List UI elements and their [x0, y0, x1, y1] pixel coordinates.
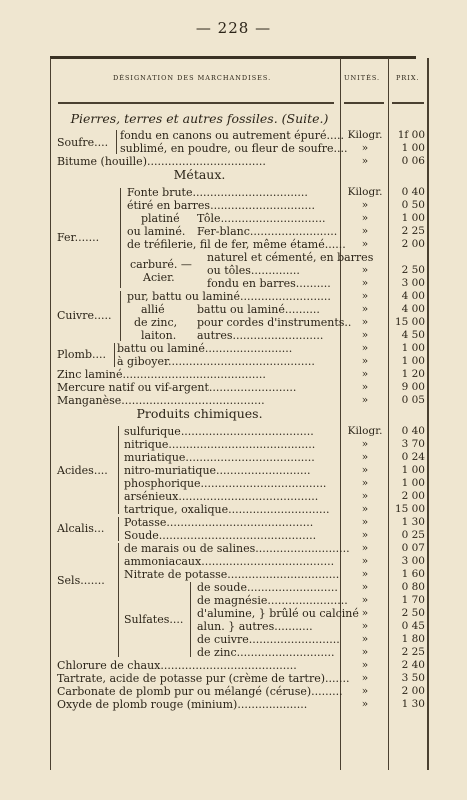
- header-price: PRIX.: [396, 74, 420, 82]
- unit-tartrate: »: [361, 672, 369, 684]
- unit-arsenieux: »: [361, 490, 369, 502]
- row-giboyer: à giboyer..........................................: [117, 355, 315, 368]
- price-sulfate-cuivre: 1 80: [401, 633, 425, 645]
- price-plomb-battu: 1 00: [401, 342, 425, 354]
- unit-soufre-sublime: »: [361, 142, 369, 154]
- price-sulfate-magnesie: 1 70: [401, 594, 425, 606]
- unit-sulfate-zinc: »: [361, 646, 369, 658]
- price-sulfate-soude: 0 80: [401, 581, 425, 593]
- unit-soufre-fondu: Kilogr.: [347, 129, 383, 141]
- unit-trefilerie: »: [361, 238, 369, 250]
- price-sulfurique: 0 40: [401, 425, 425, 437]
- unit-ammoniacaux: »: [361, 555, 369, 567]
- unit-tartrique: »: [361, 503, 369, 515]
- price-chlorure-chaux: 2 40: [401, 659, 425, 671]
- row-naturel-cemente: naturel et cémenté, en barres: [207, 251, 374, 264]
- price-nitrate-potasse: 1 60: [401, 568, 425, 580]
- group-sels: Sels.......: [57, 574, 105, 587]
- unit-muriatique: »: [361, 451, 369, 463]
- row-chlorure-chaux: Chlorure de chaux.......................................: [57, 659, 297, 672]
- unit-fonte-brute: Kilogr.: [347, 186, 383, 198]
- group-acides: Acides....: [57, 464, 108, 477]
- row-soufre-sublime: sublimé, en poudre, ou fleur de soufre....: [120, 142, 348, 155]
- header-designation: DÉSIGNATION DES MARCHANDISES.: [113, 74, 272, 82]
- row-soude: Soude.............................................: [124, 529, 317, 542]
- row-phosphorique: phosphorique....................................: [124, 477, 327, 490]
- price-marais: 0 07: [401, 542, 425, 554]
- row-etire-barres: étiré en barres..............................: [127, 199, 315, 212]
- price-nitrique: 3 70: [401, 438, 425, 450]
- price-acier-fondu: 3 00: [401, 277, 425, 289]
- header-units: UNITÉS.: [344, 74, 381, 82]
- row-marais: de marais ou de salines...........................: [124, 542, 350, 555]
- column-rule-price: [388, 58, 389, 770]
- unit-nitro-muriatique: »: [361, 464, 369, 476]
- row-ou-toles: ou tôles..............: [207, 264, 300, 277]
- unit-plomb-battu: »: [361, 342, 369, 354]
- price-muriatique: 0 24: [401, 451, 425, 463]
- row-tartrique: tartrique, oxalique.............................: [124, 503, 330, 516]
- row-sulfate-soude: de soude..........................: [197, 581, 338, 594]
- row-trefilerie: de tréfilerie, fil de fer, même étamé......: [127, 238, 346, 251]
- row-carbonate-plomb: Carbonate de plomb pur ou mélangé (céruse).........: [57, 685, 343, 698]
- row-sulfate-magnesie: de magnésie.......................: [197, 594, 348, 607]
- header-rule-units: [344, 102, 384, 104]
- brace-sulfates: [190, 582, 191, 657]
- price-cordes: 15 00: [394, 316, 425, 328]
- label-allie: allié: [141, 303, 165, 316]
- page-number: — 228 —: [195, 19, 272, 37]
- label-platine: platiné: [141, 212, 180, 225]
- unit-cordes: »: [361, 316, 369, 328]
- row-cuivre-pur: pur, battu ou laminé..........................: [127, 290, 331, 303]
- price-potasse: 1 30: [401, 516, 425, 528]
- label-carbure: carburé. —: [130, 258, 192, 271]
- row-cordes: pour cordes d'instruments..: [197, 316, 352, 329]
- left-border: [50, 58, 51, 770]
- row-arsenieux: arsénieux........................................: [124, 490, 319, 503]
- unit-etire-barres: »: [361, 199, 369, 211]
- brace-acides: [118, 426, 119, 514]
- unit-alun-autres: »: [361, 620, 369, 632]
- unit-nitrique: »: [361, 438, 369, 450]
- row-zinc-lamine: Zinc laminé.........................................: [57, 368, 266, 381]
- unit-sulfate-cuivre: »: [361, 633, 369, 645]
- brace-soufre: [116, 130, 117, 154]
- unit-sulfate-alumine: »: [361, 607, 369, 619]
- row-muriatique: muriatique.....................................: [124, 451, 315, 464]
- right-border: [427, 58, 429, 770]
- price-giboyer: 1 00: [401, 355, 425, 367]
- brace-alcalis: [118, 517, 119, 541]
- row-fonte-brute: Fonte brute.................................: [127, 186, 308, 199]
- row-sulfurique: sulfurique......................................: [124, 425, 314, 438]
- row-sulfate-alumine: d'alumine, } brûlé ou calciné: [197, 607, 359, 620]
- top-rule: [50, 56, 416, 59]
- unit-acier-fondu: »: [361, 277, 369, 289]
- row-nitrate-potasse: Nitrate de potasse................................: [124, 568, 340, 581]
- brace-sels: [118, 543, 119, 657]
- brace-cuivre: [120, 291, 121, 341]
- row-laiton-autres: autres..........................: [197, 329, 324, 342]
- label-acier: Acier.: [143, 271, 175, 284]
- price-ammoniacaux: 3 00: [401, 555, 425, 567]
- price-mercure: 9 00: [401, 381, 425, 393]
- price-manganese: 0 05: [401, 394, 425, 406]
- section-title-produits-chimiques: Produits chimiques.: [136, 406, 263, 421]
- row-oxyde-plomb: Oxyde de plomb rouge (minium)....................: [57, 698, 308, 711]
- unit-potasse: »: [361, 516, 369, 528]
- unit-sulfurique: Kilogr.: [347, 425, 383, 437]
- row-plomb-battu: battu ou laminé.........................: [117, 342, 293, 355]
- price-sulfate-zinc: 2 25: [401, 646, 425, 658]
- row-bitume: Bitume (houille)..................................: [57, 155, 266, 168]
- unit-soude: »: [361, 529, 369, 541]
- price-soude: 0 25: [401, 529, 425, 541]
- group-fer: Fer.......: [57, 231, 100, 244]
- price-tartrate: 3 50: [401, 672, 425, 684]
- section-title-metaux: Métaux.: [173, 167, 226, 182]
- row-nitro-muriatique: nitro-muriatique...........................: [124, 464, 311, 477]
- row-potasse: Potasse..........................................: [124, 516, 314, 529]
- price-phosphorique: 1 00: [401, 477, 425, 489]
- group-soufre: Soufre....: [57, 136, 109, 149]
- row-tole: Tôle..............................: [197, 212, 326, 225]
- section-title-pierres: Pierres, terres et autres fossiles. (Suite.): [70, 111, 329, 126]
- unit-phosphorique: »: [361, 477, 369, 489]
- brace-plomb: [114, 343, 115, 367]
- label-laiton: laiton.: [141, 329, 177, 342]
- row-nitrique: nitrique..........................................: [124, 438, 316, 451]
- price-etire-barres: 0 50: [401, 199, 425, 211]
- group-cuivre: Cuivre.....: [57, 309, 112, 322]
- unit-carbonate-plomb: »: [361, 685, 369, 697]
- row-manganese: Manganèse.........................................: [57, 394, 265, 407]
- unit-ou-toles: »: [361, 264, 369, 276]
- price-soufre-sublime: 1 00: [401, 142, 425, 154]
- unit-oxyde-plomb: »: [361, 698, 369, 710]
- unit-chlorure-chaux: »: [361, 659, 369, 671]
- header-rule-price: [392, 102, 424, 104]
- row-ammoniacaux: ammoniacaux......................................: [124, 555, 335, 568]
- unit-zinc-lamine: »: [361, 368, 369, 380]
- price-cuivre-pur: 4 00: [401, 290, 425, 302]
- unit-nitrate-potasse: »: [361, 568, 369, 580]
- row-sulfate-cuivre: de cuivre..........................: [197, 633, 340, 646]
- row-soufre-fondu: fondu en canons ou autrement épuré.....: [120, 129, 345, 142]
- price-nitro-muriatique: 1 00: [401, 464, 425, 476]
- unit-bitume: »: [361, 155, 369, 167]
- unit-cuivre-pur: »: [361, 290, 369, 302]
- row-alun-autres: alun. } autres...........: [197, 620, 313, 633]
- price-ou-toles: 2 50: [401, 264, 425, 276]
- row-fer-blanc: Fer-blanc.........................: [197, 225, 338, 238]
- unit-manganese: »: [361, 394, 369, 406]
- price-laiton-autres: 4 50: [401, 329, 425, 341]
- row-mercure: Mercure natif ou vif-argent.........................: [57, 381, 297, 394]
- unit-giboyer: »: [361, 355, 369, 367]
- unit-laiton-autres: »: [361, 329, 369, 341]
- price-allie-battu: 4 00: [401, 303, 425, 315]
- price-bitume: 0 06: [401, 155, 425, 167]
- price-soufre-fondu: 1f 00: [397, 129, 425, 141]
- price-trefilerie: 2 00: [401, 238, 425, 250]
- price-fer-blanc: 2 25: [401, 225, 425, 237]
- row-tartrate: Tartrate, acide de potasse pur (crème de tartre).......: [57, 672, 350, 685]
- price-tartrique: 15 00: [394, 503, 425, 515]
- price-sulfate-alumine: 2 50: [401, 607, 425, 619]
- label-de-zinc: de zinc,: [134, 316, 178, 329]
- price-arsenieux: 2 00: [401, 490, 425, 502]
- unit-sulfate-magnesie: »: [361, 594, 369, 606]
- unit-tole: »: [361, 212, 369, 224]
- group-alcalis: Alcalis...: [57, 522, 105, 535]
- unit-sulfate-soude: »: [361, 581, 369, 593]
- unit-marais: »: [361, 542, 369, 554]
- price-tole: 1 00: [401, 212, 425, 224]
- row-allie-battu: battu ou laminé..........: [197, 303, 320, 316]
- price-alun-autres: 0 45: [401, 620, 425, 632]
- label-sulfates: Sulfates....: [124, 613, 184, 626]
- unit-mercure: »: [361, 381, 369, 393]
- price-fonte-brute: 0 40: [401, 186, 425, 198]
- price-oxyde-plomb: 1 30: [401, 698, 425, 710]
- brace-fer: [120, 188, 121, 288]
- unit-allie-battu: »: [361, 303, 369, 315]
- price-zinc-lamine: 1 20: [401, 368, 425, 380]
- label-ou-lamine: ou laminé.: [127, 225, 186, 238]
- row-acier-fondu: fondu en barres..........: [207, 277, 331, 290]
- group-plomb: Plomb....: [57, 348, 107, 361]
- row-sulfate-zinc: de zinc............................: [197, 646, 335, 659]
- unit-fer-blanc: »: [361, 225, 369, 237]
- header-rule: [58, 102, 334, 104]
- price-carbonate-plomb: 2 00: [401, 685, 425, 697]
